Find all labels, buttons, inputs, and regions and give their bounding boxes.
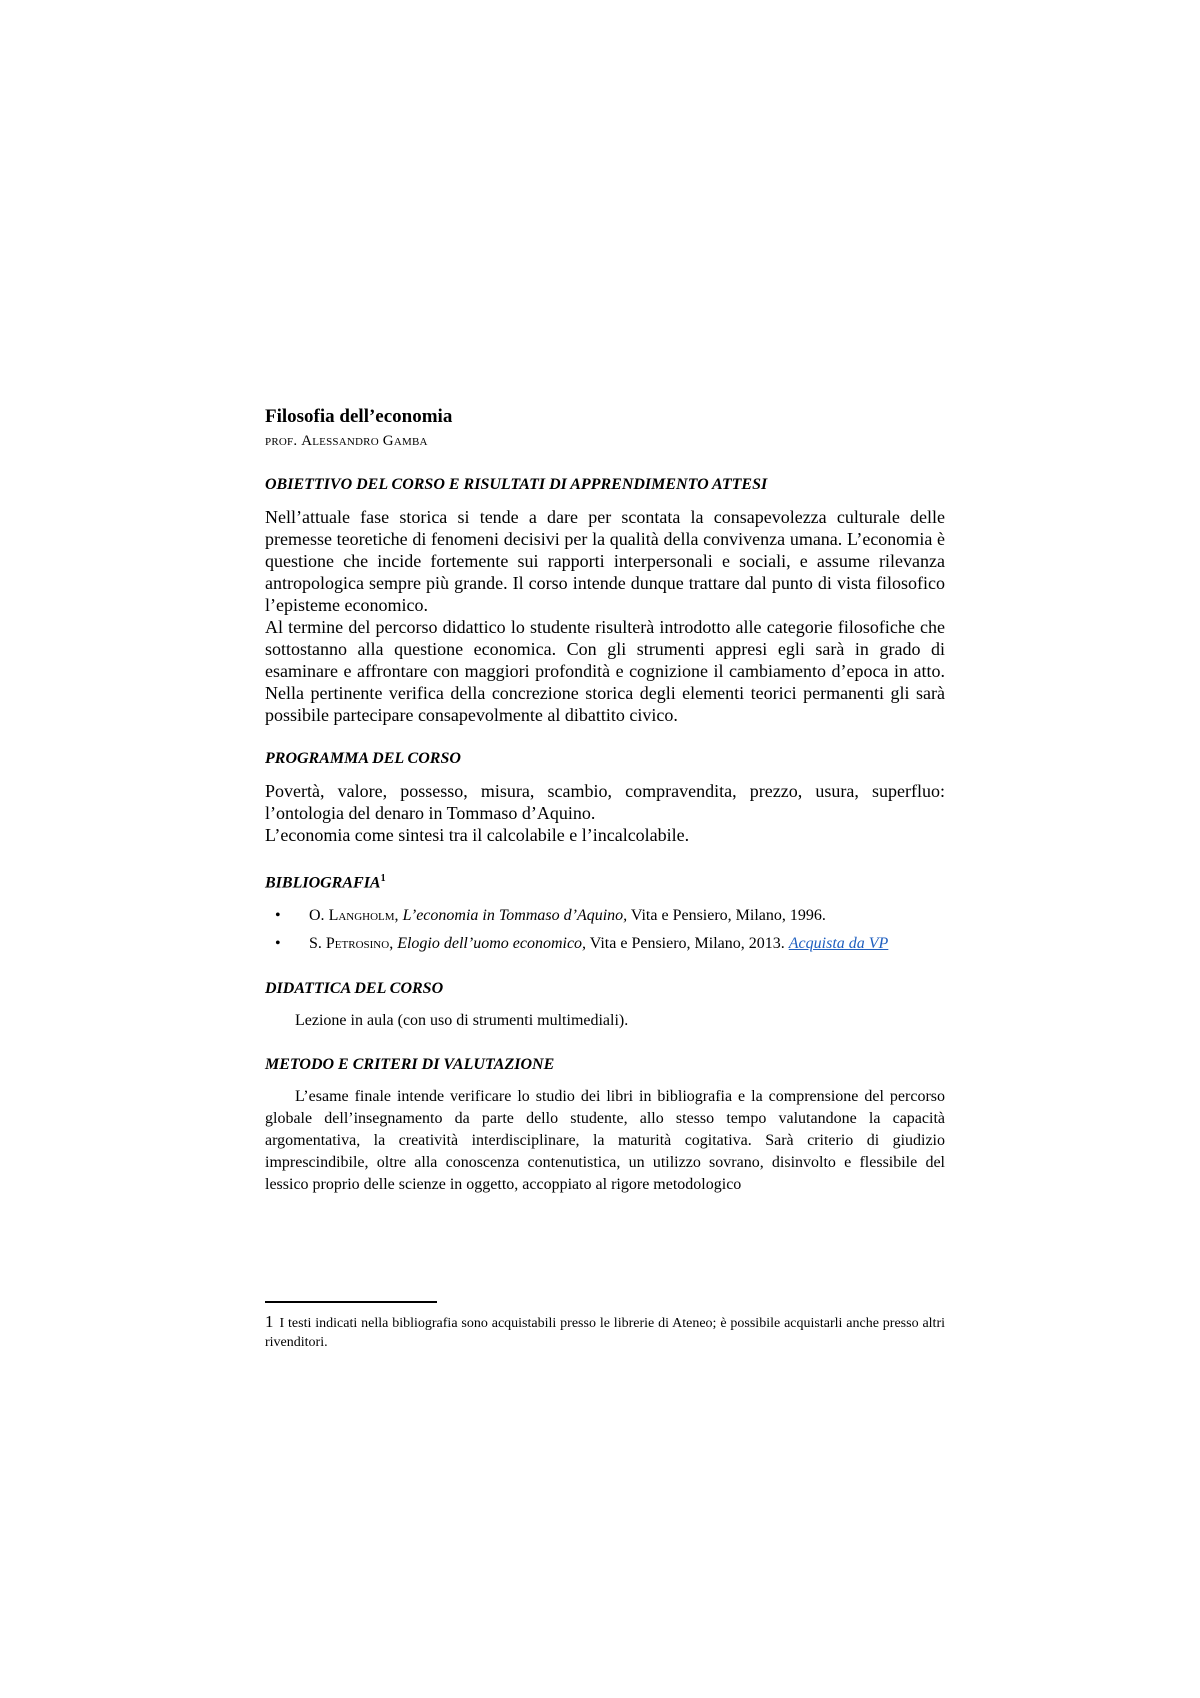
evaluation-heading: METODO E CRITERI DI VALUTAZIONE <box>265 1056 555 1074</box>
footnote-number: 1 <box>265 1312 274 1331</box>
professor-line <box>265 430 945 452</box>
purchase-link[interactable]: Acquista da VP <box>788 935 889 953</box>
evaluation-paragraph: L’esame finale intende verificare lo studio dei libri in bibliografia e la comprensione del percorso globale dell’insegnamento da parte dello studente, allo stesso tempo valutandone la capacità argomentativa, la creatività interdisciplinare, la maturità cogitativa. Sarà criterio di giudizio imprescindibile, oltre alla conoscenza contenutistica, un utilizzo sovrano, disinvolto e flessibile del lessico proprio delle scienze in oggetto, accoppiato al rigore metodologico <box>265 1088 945 1194</box>
author-initial: S. <box>309 935 322 953</box>
bibliography-list <box>265 904 945 956</box>
objectives-paragraph-1: Nell’attuale fase storica si tende a dare per scontata la consapevolezza culturale delle premesse teoretiche di fenomeni decisivi per la qualità della convivenza umana. L’economia è questione che incide fortemente sui rapporti interpersonali e sociali, e assume rilevanza antropologica sempre più grande. Il corso intende dunque trattare dal punto di vista filosofico l’episteme economico. <box>265 507 945 615</box>
author-name: Petrosino, <box>325 935 394 953</box>
footnote <box>265 1312 945 1352</box>
footnote-reference[interactable]: 1 <box>380 873 386 884</box>
objectives-paragraph-2: Al termine del percorso didattico lo studente risulterà introdotto alle categorie filosofiche che sottostanno alla questione economica. Con gli strumenti appresi egli sarà in grado di esaminare e affrontare con maggiori profondità e cognizione il cambiamento d’epoca in atto. Nella pertinente verifica della concrezione storica degli elementi teorici permanenti gli sarà possibile partecipare consapevolmente al dibattito civico. <box>265 617 945 725</box>
bullet-icon: • <box>275 907 281 925</box>
professor-prefix: prof. <box>265 433 298 449</box>
professor-name: Alessandro Gamba <box>301 433 428 449</box>
program-paragraph-2: L’economia come sintesi tra il calcolabile e l’incalcolabile. <box>265 825 690 845</box>
book-title: Elogio dell’uomo economico, <box>397 935 587 953</box>
didactics-heading: DIDATTICA DEL CORSO <box>265 980 444 998</box>
objectives-heading: OBIETTIVO DEL CORSO E RISULTATI DI APPRENDIMENTO ATTESI <box>265 476 768 493</box>
course-title: Filosofia dell’economia <box>265 406 453 427</box>
footnote-divider <box>265 1301 437 1303</box>
author-name: Langholm, <box>328 907 399 925</box>
course-content <box>265 404 945 1196</box>
book-title: L’economia in Tommaso d’Aquino, <box>402 907 628 925</box>
program-paragraph-1: Povertà, valore, possesso, misura, scambio, compravendita, prezzo, usura, superfluo: l’ontologia del denaro in Tommaso d’Aquino. <box>265 781 945 823</box>
bullet-icon: • <box>275 935 281 953</box>
author-initial: O. <box>309 907 325 925</box>
didactics-paragraph: Lezione in aula (con uso di strumenti multimediali). <box>295 1012 629 1030</box>
bibliography-heading-text: BIBLIOGRAFIA <box>265 874 381 892</box>
publisher-info: Vita e Pensiero, Milano, 1996. <box>630 907 826 925</box>
bibliography-heading <box>265 868 945 894</box>
bibliography-item <box>265 932 945 956</box>
program-heading: PROGRAMMA DEL CORSO <box>265 750 461 767</box>
bibliography-item <box>265 904 945 928</box>
publisher-info: Vita e Pensiero, Milano, 2013. <box>589 935 785 953</box>
footnote-text: I testi indicati nella bibliografia sono acquistabili presso le librerie di Ateneo; è possibile acquistarli anche presso altri rivenditori. <box>265 1316 945 1350</box>
